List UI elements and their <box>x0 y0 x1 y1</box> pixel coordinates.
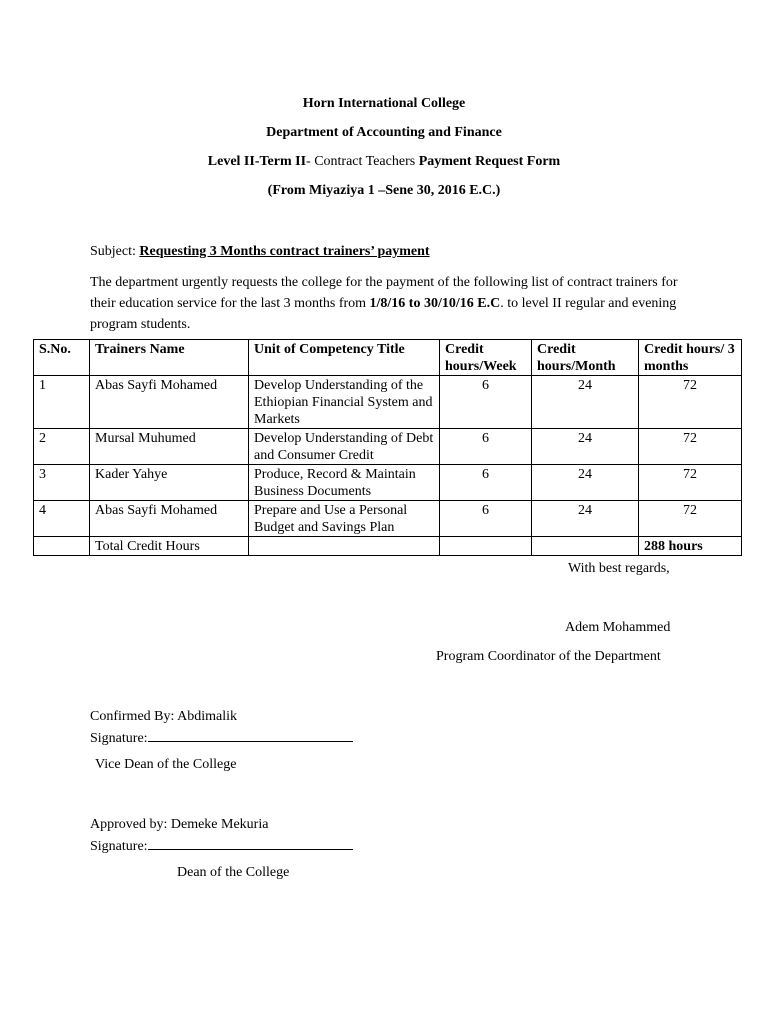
row-sno: 2 <box>34 429 90 465</box>
table-total-row <box>34 537 742 556</box>
signature-line <box>148 727 353 742</box>
row-credit-week: 6 <box>440 376 532 429</box>
row-sno: 1 <box>34 376 90 429</box>
department-name: Department of Accounting and Finance <box>266 125 502 140</box>
subject-label: Subject: <box>90 244 140 259</box>
row-credit-week: 6 <box>440 465 532 501</box>
total-empty-cell <box>440 537 532 556</box>
approved-by: Approved by: Demeke Mekuria <box>90 817 269 832</box>
total-value: 288 hours <box>639 537 742 556</box>
subject-line <box>90 243 430 260</box>
row-credit-month: 24 <box>532 429 639 465</box>
row-unit-title: Develop Understanding of Debt and Consumer Credit <box>249 429 440 465</box>
row-trainer-name: Abas Sayfi Mohamed <box>90 501 249 537</box>
row-credit-month: 24 <box>532 376 639 429</box>
form-title-middle: - Contract Teachers <box>306 154 419 169</box>
row-unit-title: Develop Understanding of the Ethiopian Financial System and Markets <box>249 376 440 429</box>
row-credit-3-months: 72 <box>639 429 742 465</box>
row-credit-3-months: 72 <box>639 376 742 429</box>
signer-title: Program Coordinator of the Department <box>436 649 661 664</box>
header-credit-month: Credit hours/Month <box>532 340 639 376</box>
approved-signature <box>90 835 353 855</box>
total-empty-cell <box>34 537 90 556</box>
table-row <box>34 501 742 537</box>
form-title-end: Payment Request Form <box>418 154 561 169</box>
row-trainer-name: Mursal Muhumed <box>90 429 249 465</box>
header-credit-week: Credit hours/Week <box>440 340 532 376</box>
row-unit-title: Prepare and Use a Personal Budget and Savings Plan <box>249 501 440 537</box>
row-sno: 4 <box>34 501 90 537</box>
confirmed-title: Vice Dean of the College <box>95 757 237 772</box>
row-credit-3-months: 72 <box>639 465 742 501</box>
header-sno: S.No. <box>34 340 90 376</box>
trainers-table <box>33 339 742 556</box>
signature-label: Signature: <box>90 839 148 854</box>
intro-dates: 1/8/16 to 30/10/16 E.C <box>369 296 501 311</box>
row-credit-week: 6 <box>440 429 532 465</box>
intro-text-2: . to level II regular and evening program students. <box>90 296 677 332</box>
header-unit-title: Unit of Competency Title <box>249 340 440 376</box>
table-row <box>34 465 742 501</box>
row-sno: 3 <box>34 465 90 501</box>
intro-text-1: The department urgently requests the college for the payment of the following list of contract trainers for their education service for the last 3 months from <box>90 275 678 311</box>
row-credit-3-months: 72 <box>639 501 742 537</box>
header-trainer-name: Trainers Name <box>90 340 249 376</box>
row-unit-title: Produce, Record & Maintain Business Documents <box>249 465 440 501</box>
table-header-row <box>34 340 742 376</box>
college-name: Horn International College <box>302 96 466 111</box>
form-title <box>0 153 768 170</box>
row-trainer-name: Kader Yahye <box>90 465 249 501</box>
intro-paragraph <box>90 272 690 335</box>
signature-label: Signature: <box>90 731 148 746</box>
row-trainer-name: Abas Sayfi Mohamed <box>90 376 249 429</box>
signer-name: Adem Mohammed <box>565 620 671 635</box>
header-credit-3-months: Credit hours/ 3 months <box>639 340 742 376</box>
table-row <box>34 429 742 465</box>
total-empty-cell <box>249 537 440 556</box>
form-level: Level II-Term II <box>207 154 307 169</box>
subject-text: Requesting 3 Months contract trainers’ payment <box>139 244 430 259</box>
confirmed-by: Confirmed By: Abdimalik <box>90 709 237 724</box>
row-credit-week: 6 <box>440 501 532 537</box>
total-empty-cell <box>532 537 639 556</box>
approved-title: Dean of the College <box>177 865 290 880</box>
regards-text: With best regards, <box>568 561 670 576</box>
confirmed-signature <box>90 727 353 747</box>
signature-line <box>148 835 353 850</box>
row-credit-month: 24 <box>532 465 639 501</box>
total-label: Total Credit Hours <box>90 537 249 556</box>
row-credit-month: 24 <box>532 501 639 537</box>
form-period: (From Miyaziya 1 –Sene 30, 2016 E.C.) <box>267 183 501 198</box>
table-row <box>34 376 742 429</box>
